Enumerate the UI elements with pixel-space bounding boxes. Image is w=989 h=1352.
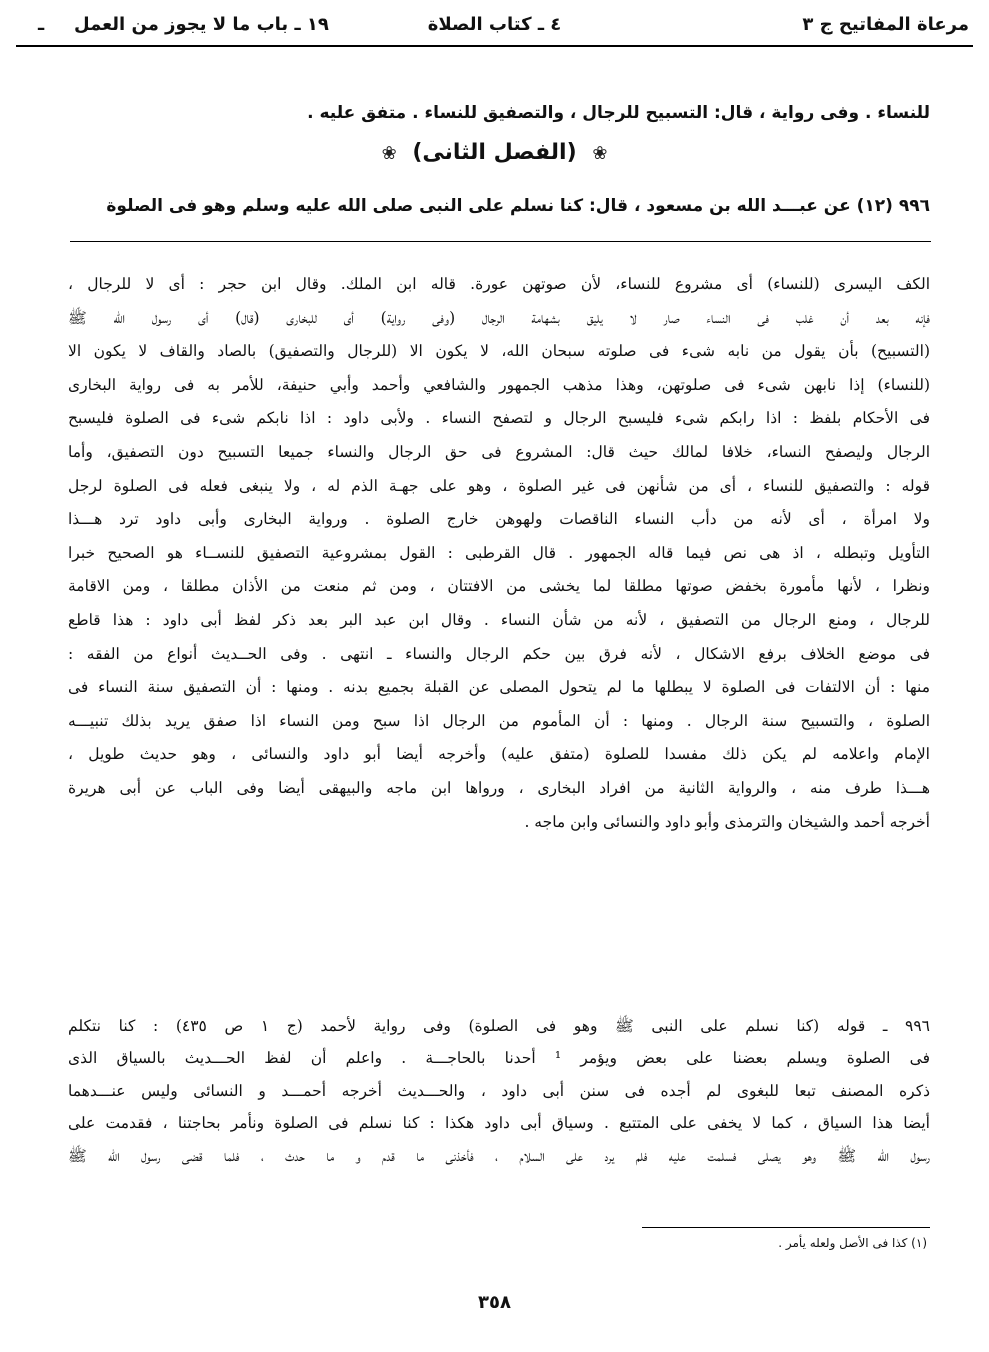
commentary-line: ذكره المصنف تبعا للبغوى لم أجده فى سنن أبى داود ، والحـــديث أخرجه أحمـــد و النسائى وليس عنـــدهما [68, 1081, 930, 1100]
matn-commentary-divider [70, 241, 931, 242]
commentary-line: (التسبيح) بأن يقول من نابه شىء فى صلوته سبحان الله، لا يكون الا (للرجال والتصفيق) بالصاد والقاف لا يكون الا [68, 342, 930, 361]
header-divider [16, 45, 973, 47]
commentary-line: قوله : والتصفيق للنساء ، أى من شأنهن فى غير الصلوة ، وهو على جهـة الذم له ، ولا ينبغى فعله فى الصلوة لرجل [68, 476, 930, 495]
commentary-line: التأويل وتبطله ، اذ هى نص فيما قاله الجمهور . قال القرطبى : القول بمشروعية التصفيق للنســاء هو الصحيح خبرا [68, 543, 930, 562]
commentary-line: هـــذا طرف منه ، والرواية الثانية من افراد البخارى ، ورواها ابن ماجه والبيهقى أيضا وفى الباب عن أبى هريرة [68, 778, 930, 797]
flower-ornament-icon: ❀ [592, 143, 608, 164]
commentary-line: ٩٩٦ ـ قوله (كنا نسلم على النبى ﷺ وهو فى الصلوة) وفى رواية لأحمد (ج ١ ص ٤٣٥) : كنا نتكلم [68, 1017, 930, 1035]
running-header [0, 0, 989, 44]
commentary-line: أيضا هذا السياق ، كما لا يخفى على المتتبع . وسياق أبى داود هكذا : كنا نسلم فى الصلوة ونأمر بحاجتنا ، فقدمت على [68, 1114, 930, 1133]
flower-ornament-icon: ❀ [381, 143, 397, 164]
commentary-line: ولا امرأة ، أى لأنه من دأب النساء الناقصات ولهوهن خارج الصلوة . ورواية البخارى وأبى داود ترد هـــذا [68, 510, 930, 529]
commentary-line: فى موضع الخلاف برفع الاشكال ، لأنه فرق بين حكم الرجال والنساء ـ انتهى . وفى الحــديث أنواع من الفقه : [68, 644, 930, 663]
commentary-line: أخرجه أحمد والشيخان والترمذى وأبو داود والنسائى وابن ماجه . [524, 812, 930, 831]
footnote: (١) كذا فى الأصل ولعله يأمر . [778, 1236, 927, 1250]
commentary-line: للرجال ، ومنع الرجال من التصفيق ، لأنه من شأن النساء . وقال ابن عبد البر بعد ذكر لفظ أبى داود : هذا قاطع [68, 610, 930, 629]
section-title-text: (الفصل الثانى) [412, 140, 577, 165]
header-bab: ١٩ ـ باب ما لا يجوز من العمل [74, 14, 329, 35]
commentary-line: الرجال وليصفح النساء، خلافا لمالك حيث قال: المشروع فى حق الرجال والنساء جميعا التسبيح دون التصفيق، وأما [68, 442, 930, 461]
commentary-block-1 [68, 268, 930, 839]
footnote-divider [642, 1227, 930, 1228]
commentary-line: منها : أن الالتفات فى الصلوة لا يبطلها ما لم يتحول المصلى عن القبلة بجميع بدنه . ومنها : أن التصفيق سنة النساء فى [68, 678, 930, 697]
commentary-line: رسول الله ﷺ وهو يصلى فسلمت عليه فلم يرد على السلام ، فأخذنى ما قدم و ما حدث ، فلما قضى رسول الله ﷺ [68, 1146, 930, 1165]
header-book-title: مرعاة المفاتيح ج ٣ [802, 14, 969, 35]
commentary-line: ونظرا ، لأنها مأمورة بخفض صوتها مطلقا لما يخشى من الافتتان ، ومن ثم منعت من الأذان مطلقا ، ومن الاقامة [68, 577, 930, 596]
commentary-line: فى الأحكام بلفظ : اذا رابكم شىء فليسبح الرجال و لتصفح النساء . ولأبى داود : اذا نابكم شىء فى الصلوة فليسبح [68, 409, 930, 428]
commentary-line: فإنه بعد أن غلب فى النساء صار لا يليق بشهامة الرجال (وفى رواية) أى للبخارى (قال) أى رسول الله ﷺ [68, 308, 930, 327]
commentary-line: (للنساء) إذا نابهن شىء فى صلوتهن، وهذا مذهب الجمهور والشافعي وأحمد وأبي حنيفة، للأمر به فى رواية البخارى [68, 375, 930, 394]
commentary-line: الإمام واعلامه لم يكن ذلك مفسدا للصلوة (متفق عليه) وأخرجه أيضا أبو داود والنسائى ، وهو حديث طويل ، [68, 745, 930, 764]
section-title [0, 140, 989, 165]
commentary-block-2 [68, 1010, 930, 1172]
header-kitab: ٤ ـ كتاب الصلاة [427, 14, 562, 35]
commentary-line: الكف اليسرى (للنساء) أى مشروع للنساء، لأن صوتهن عورة. قاله ابن الملك. وقال ابن حجر : أى لا للرجال ، [68, 275, 930, 293]
commentary-line: فى الصلوة ويسلم بعضنا على بعض ويؤمر ¹ أحدنا بالحاجـــة . واعلم أن لفظ الحـــديث بالسياق الذى [68, 1049, 930, 1068]
commentary-line: الصلوة ، والتسبيح سنة الرجال . ومنها : أن المأموم من الرجال اذا سبح ومن النساء اذا صفق يريد بذلك تنبيـــه [68, 711, 930, 730]
hadith-996-text: ٩٩٦ (١٢) عن عبـــد الله بن مسعود ، قال: كنا نسلم على النبى صلى الله عليه وسلم وهو فى الصلوة [106, 196, 930, 216]
header-dash: ـ [38, 14, 45, 35]
hadith-text-continuation: للنساء . وفى رواية ، قال: التسبيح للرجال ، والتصفيق للنساء . متفق عليه . [307, 103, 930, 123]
page-number: ٣٥٨ [478, 1292, 511, 1313]
